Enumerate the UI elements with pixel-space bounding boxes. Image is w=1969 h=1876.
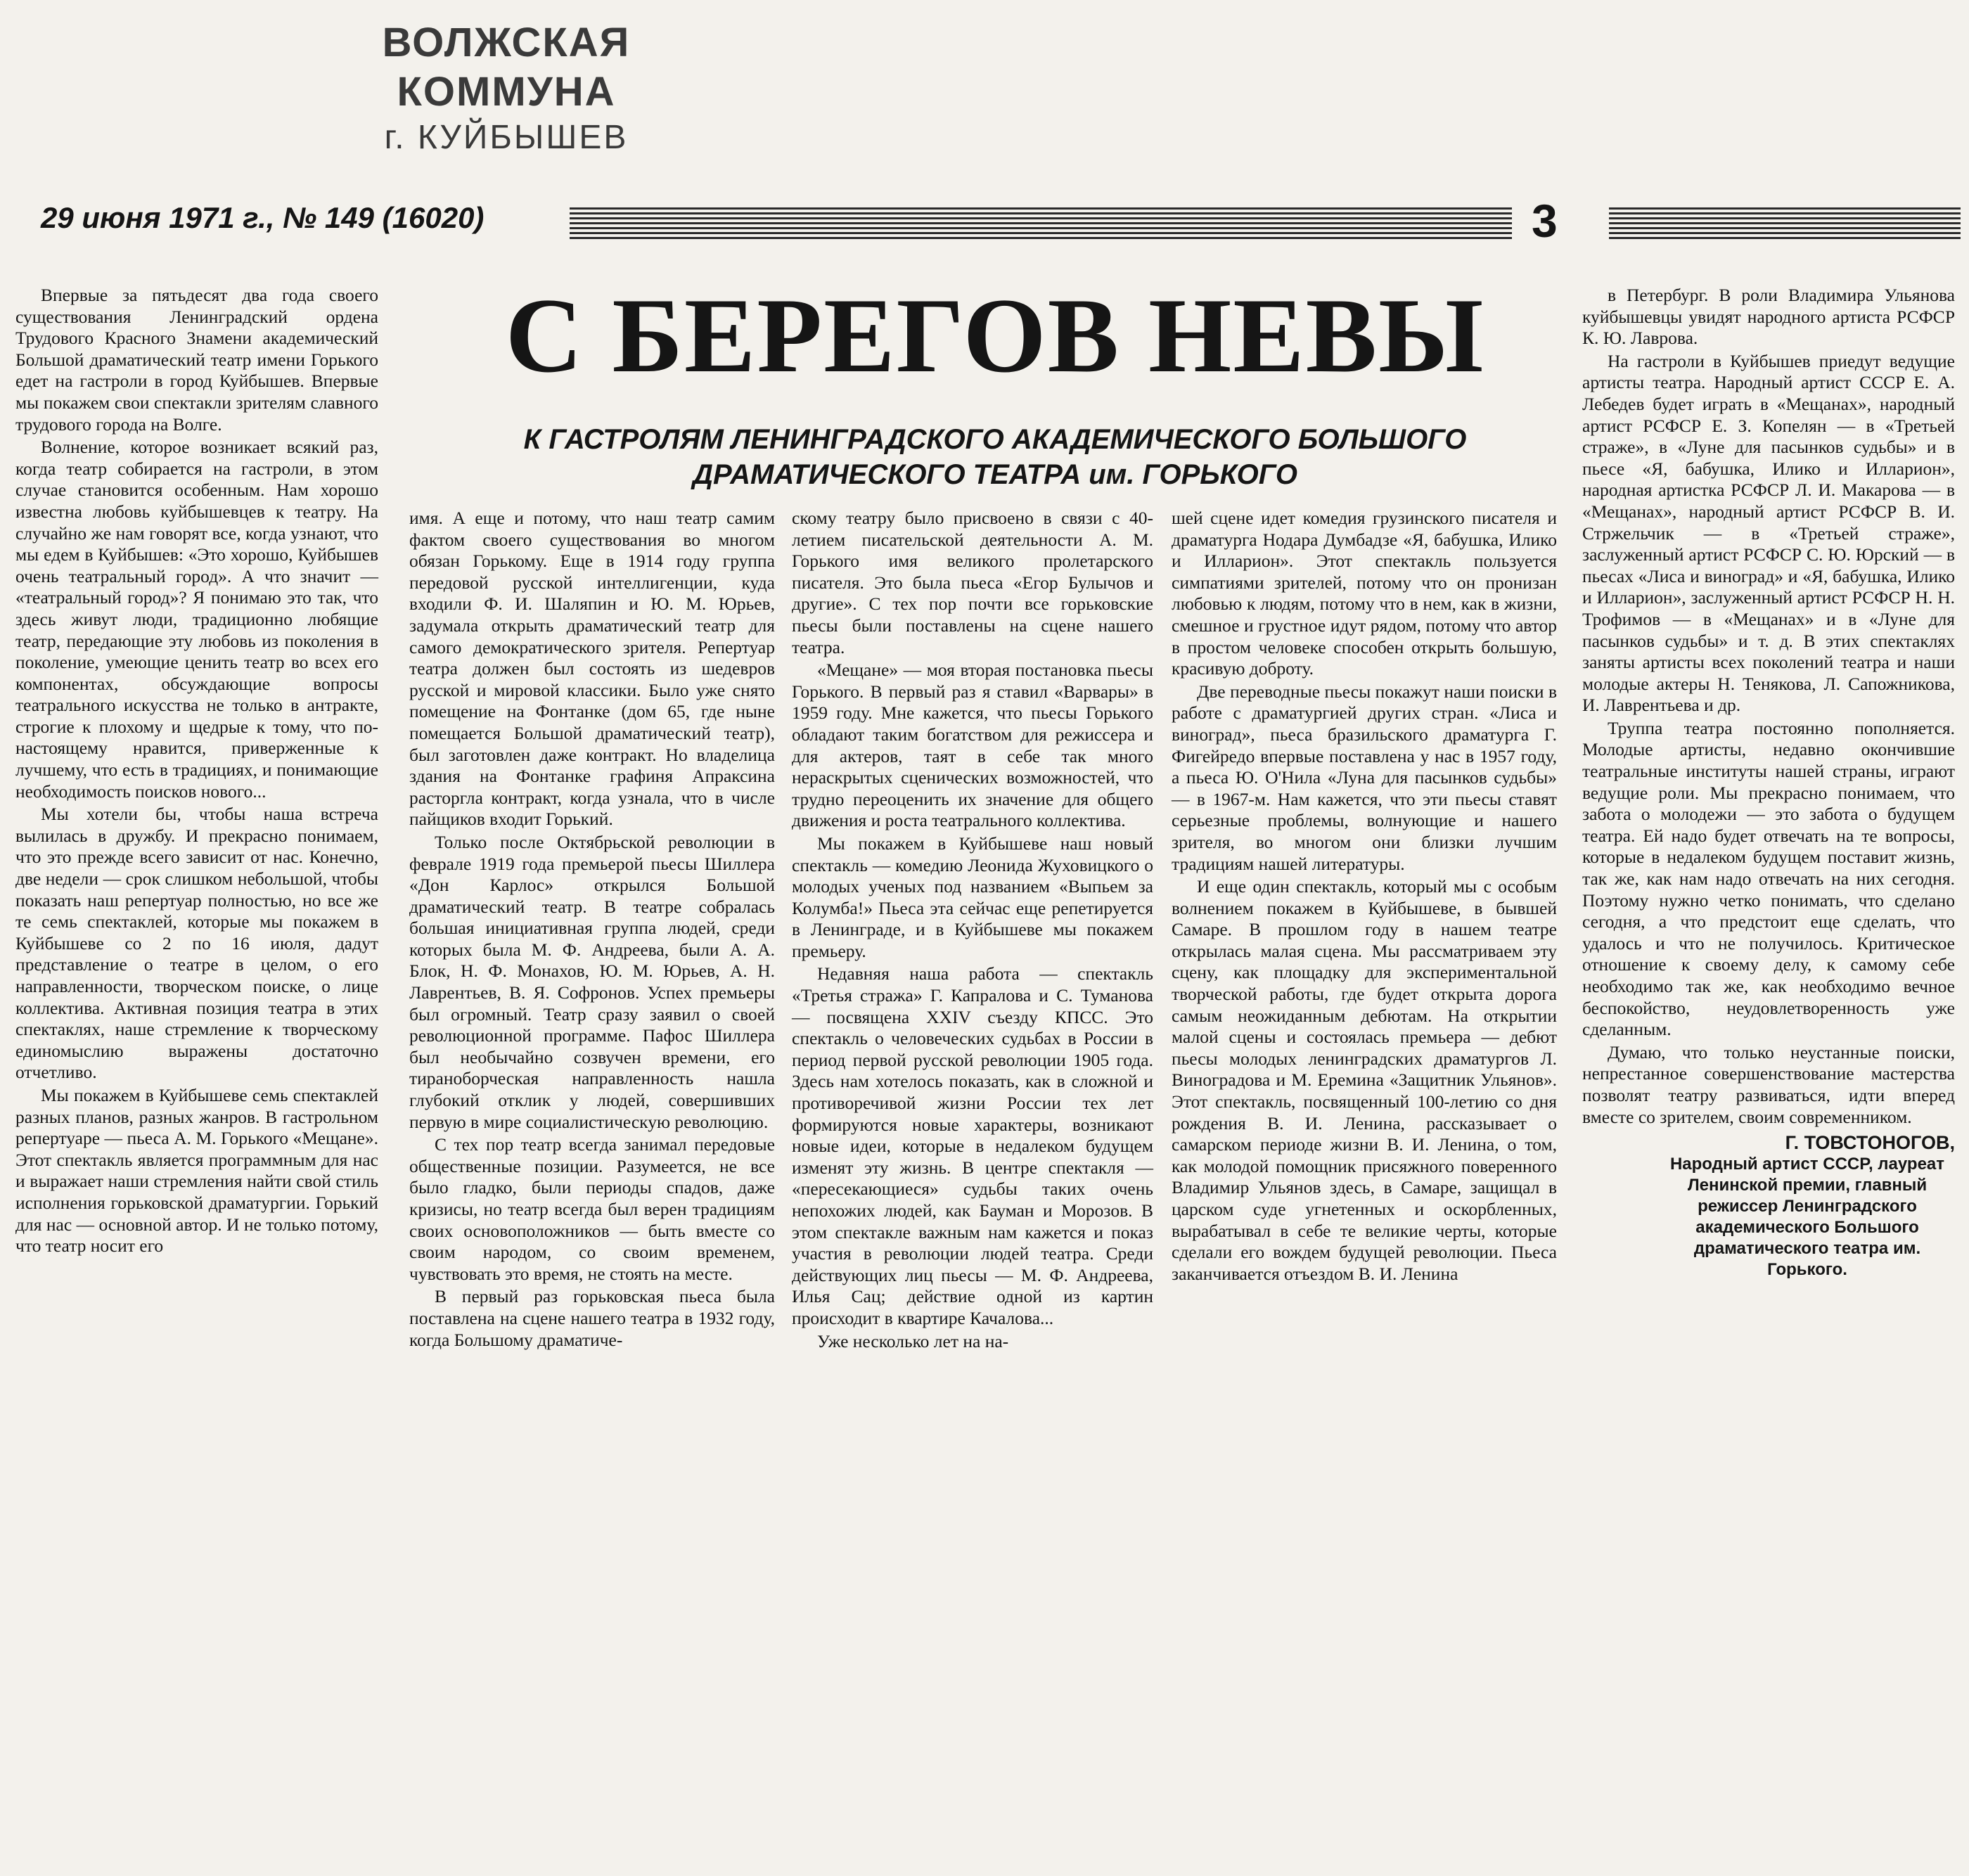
paragraph: «Мещане» — моя вторая постановка пьесы Горького. В первый раз я ставил «Варвары» в 1959 году. Мне кажется, что пьесы Горького обладают таким богатством для режиссера и для актеров, таят в себе так много нераскрытых сценических возможностей, что трудно переоценить их значение для общего движения и роста театрального коллектива. xyxy=(792,660,1153,831)
hatch-rule-right xyxy=(1609,205,1961,239)
paragraph: На гастроли в Куйбышев приедут ведущие артисты театра. Народный артист СССР Е. А. Лебедев будет играть в «Мещанах», народный артист РСФСР Е. З. Копелян — в «Третьей страже», в «Луне для пасынков судьбы» и в пьесе «Я, бабушка, Илико и Илларион», народная артистка РСФСР Л. И. Макарова — в «Мещанах», народный артист РСФСР В. И. Стржельчик — в «Третьей страже», заслуженный артист РСФСР С. Ю. Юрский — в пьесах «Лиса и виноград» и «Я, бабушка, Илико и Илларион», заслуженный артист РСФСР Н. Н. Трофимов — в «Мещанах» и в «Луне для пасынков судьбы» и т. д. В этих спектаклях заняты артисты всех поколений театра и наши молодые актеры Н. Тенякова, Л. Сапожникова, И. Лаврентьева и др. xyxy=(1582,350,1955,716)
text-column-2 xyxy=(409,508,775,1351)
paragraph: Думаю, что только неустанные поиски, непрестанное совершенствование мастерства позволят театру развиваться, идти вперед вместе со зрителем, своим современником. xyxy=(1582,1041,1955,1127)
author-credentials: Народный артист СССР, лауреат Ленинской премии, главный режиссер Ленинградского академического Большого драматического театра им. Горького. xyxy=(1669,1155,1945,1280)
text-column-4 xyxy=(1172,508,1557,1285)
newspaper-name: ВОЛЖСКАЯ КОММУНА xyxy=(382,20,631,115)
paragraph: Труппа театра постоянно пополняется. Молодые артисты, недавно окончившие театральные институты нашей страны, играют ведущие роли. Мы прекрасно понимаем, что забота о молодежи — это забота о будущем театра. Ей надо будет отвечать на те вопросы, которые в недалеком будущем поставит жизнь, так же, как нам надо отвечать на них сегодня. Поэтому нужно четко понимать, что сделано сегодня, а что предстоит еще сделать, что удалось и что не получилось. Критическое отношение к своему делу, к самому себе необходимо так же, как необходимо вечное беспокойство, неудовлетворенность уже сделанным. xyxy=(1582,717,1955,1040)
author-signature: Г. ТОВСТОНОГОВ, xyxy=(1785,1132,1955,1154)
masthead-stamp xyxy=(309,18,703,159)
paragraph: В первый раз горьковская пьеса была поставлена на сцене нашего театра в 1932 году, когда Большому драматиче- xyxy=(409,1286,775,1350)
paragraph: Уже несколько лет на на- xyxy=(817,1330,1009,1351)
article-headline: С БЕРЕГОВ НЕВЫ xyxy=(505,276,1485,394)
paragraph: имя. А еще и потому, что наш театр самим фактом своего существования во многом обязан Горькому. Еще в 1914 году группа передовой русской интеллигенции, куда входили Ф. И. Шаляпин и Ю. М. Юрьев, задумала открыть драматический театр для самого демократического зрителя. Репертуар театра должен был состоять из шедевров русской и мировой классики. Было уже снято помещение на Фонтанке (дом 65, где ныне помещается Большой драматический театр), был заготовлен даже контракт. Но владелица здания на Фонтанке графиня Апраксина расторгла контракт, когда узнала, что в числе пайщиков входит Горький. xyxy=(409,508,775,830)
paragraph: Мы покажем в Куйбышеве семь спектаклей разных планов, разных жанров. В гастрольном репертуаре — пьеса А. М. Горького «Мещане». Этот спектакль является программным для нас и выражает наши стремления найти свой стиль исполнения горьковской драматургии. Горький для нас — основной автор. И не только потому, что театр носит его xyxy=(15,1084,378,1257)
paragraph: Мы хотели бы, чтобы наша встреча вылилась в дружбу. И прекрасно понимаем, что это прежде всего зависит от нас. Конечно, две недели — срок слишком небольшой, чтобы показать наш репертуар полностью, но все же те семь спектаклей, которые мы покажем в Куйбышеве со 2 по 16 июля, дадут представление о театре в целом, о его направленности, творческом поиске, о лице коллектива. Активная позиция театра в этих спектаклях, наше стремление к творческому единомыслию выражены достаточно отчетливо. xyxy=(15,804,378,1083)
paragraph: Только после Октябрьской революции в феврале 1919 года премьерой пьесы Шиллера «Дон Карлос» открылся Большой драматический театр. В театре собралась большая инициативная группа людей, среди которых была М. Ф. Андреева, были А. А. Блок, Н. Ф. Монахов, Ю. М. Юрьев, А. Н. Лаврентьев, В. Я. Софронов. Успех премьеры был огромный. Театр сразу заявил о своей революционной программе. Пафос Шиллера был необычайно созвучен времени, его тираноборческая направленность нашла глубокий отклик у людей, совершивших первую в мире социалистическую революцию. xyxy=(409,831,775,1132)
hatch-rule-left xyxy=(570,205,1512,239)
text-column-3 xyxy=(792,508,1153,1352)
paragraph: Волнение, которое возникает всякий раз, когда театр собирается на гастроли, в этом случае становится особенным. Нам хорошо известна любовь куйбышевцев к театру. На случайно же нам говорят все, когда узнают, что мы едем в Куйбышев: «Это хорошо, Куйбышев очень театральный город». А что значит — «театральный город»? Я понимаю это так, что здесь живут люди, традиционно любящие театр, передающие эту любовь из поколения в поколение, умеющие ценить театр во всех его компонентах, обсуждающие вопросы театрального искусства не только в антракте, строгие к плохому и щедрые к тому, что по-настоящему нравится, приверженные к лучшему, что есть в традициях, и понимающие необходимость поисков нового... xyxy=(15,437,378,802)
paragraph: шей сцене идет комедия грузинского писателя и драматурга Нодара Думбадзе «Я, бабушка, Илико и Илларион». Этот спектакль пользуется симпатиями зрителей, потому что он пронизан любовью к людям, потому что в нем, как в жизни, смешное и грустное идут рядом, потому что автор в простом человеке способен открыть большую, красивую доброту. xyxy=(1172,508,1557,679)
subhead-line-1: К ГАСТРОЛЯМ ЛЕНИНГРАДСКОГО АКАДЕМИЧЕСКОГО БОЛЬШОГО xyxy=(523,424,1467,455)
issue-date: 29 июня 1971 г., № 149 (16020) xyxy=(41,201,485,234)
paragraph: скому театру было присвоено в связи с 40-летием писательской деятельности А. М. Горького имя великого пролетарского писателя. Это была пьеса «Егор Булычов и другие». С тех пор почти все горьковские пьесы были поставлены на сцене нашего театра. xyxy=(792,508,1153,657)
paragraph: Две переводные пьесы покажут наши поиски в работе с драматургией других стран. «Лиса и виноград», пьеса бразильского драматурга Г. Фигейредо впервые поставлена у нас в 1957 году, а пьеса Ю. О'Нила «Луна для пасынков судьбы» — в 1967-м. Нам кажется, что эти пьесы ставят серьезные проблемы, волнующие и нашего зрителя, во многом они близки лучшим традициям нашей литературы. xyxy=(1172,681,1557,874)
paragraph: И еще один спектакль, который мы с особым волнением покажем в Куйбышеве, в бывшей Самаре. В прошлом году в нашем театре открылась малая сцена. Мы рассматриваем эту сцену, как площадку для экспериментальной творческой работы, где будет открыта дорога самым неожиданным дебютам. На открытии малой сцены и состоялась премьера — дебют пьесы молодых ленинградских драматургов Л. Виноградова и М. Еремина «Защитник Ульянов». Этот спектакль, посвященный 100-летию со дня рождения В. И. Ленина, рассказывает о самарском периоде жизни В. И. Ленина, о том, как молодой помощник присяжного поверенного Владимир Ульянов здесь, в Самаре, защищал в царском суде угнетенных и оскорбленных, вырабатывал в себе те великие черты, которые сделали его вождем будущей революции. Пьеса заканчивается отъездом В. И. Ленина xyxy=(1172,876,1557,1284)
page-number: 3 xyxy=(1532,195,1558,247)
paragraph: Впервые за пятьдесят два года своего существования Ленинградский ордена Трудового Красного Знамени академический Большой драматический театр имени Горького едет на гастроли в город Куйбышев. Впервые мы покажем свои спектакли зрителям славного трудового города на Волге. xyxy=(15,285,378,435)
paragraph: в Петербург. В роли Владимира Ульянова куйбышевцы увидят народного артиста РСФСР К. Ю. Лаврова. xyxy=(1582,285,1955,349)
newspaper-city: г. КУЙБЫШЕВ xyxy=(384,119,629,156)
text-column-5 xyxy=(1582,285,1955,1280)
paragraph: Недавняя наша работа — спектакль «Третья стража» Г. Капралова и С. Туманова — посвящена XXIV съезду КПСС. Это спектакль о человеческих судьбах в России в период первой русской революции 1905 года. Здесь нам хотелось показать, как в сложной и противоречивой жизни России тех лет формируются новые характеры, возникают новые идеи, которые в недалеком будущем изменят эту жизнь. В центре спектакля — «пересекающиеся» судьбы таких очень непохожих людей, как Бауман и Морозов. В этом спектакле важным нам кажется и показ участия в революции людей театра. Среди действующих лиц пьесы — М. Ф. Андреева, Илья Сац; действие одной из картин происходит в квартире Качалова... xyxy=(792,963,1153,1328)
dateline xyxy=(41,195,1961,249)
paragraph: Мы покажем в Куйбышеве наш новый спектакль — комедию Леонида Жуховицкого о молодых ученых под названием «Выпьем за Колумба!» Пьеса эта сейчас еще репетируется в Ленинграде, и в Куйбышеве мы покажем премьеру. xyxy=(792,833,1153,961)
article-subhead xyxy=(408,422,1582,492)
subhead-line-2: ДРАМАТИЧЕСКОГО ТЕАТРА им. ГОРЬКОГО xyxy=(693,459,1297,490)
text-column-1 xyxy=(15,285,378,1257)
paragraph: С тех пор театр всегда занимал передовые общественные позиции. Разумеется, не все было гладко, были периоды спадов, даже кризисы, но театр всегда был верен традициям своих основоположников — быть вместе со своим народом, со своим временем, чувствовать это время, не стоять на месте. xyxy=(409,1134,775,1284)
